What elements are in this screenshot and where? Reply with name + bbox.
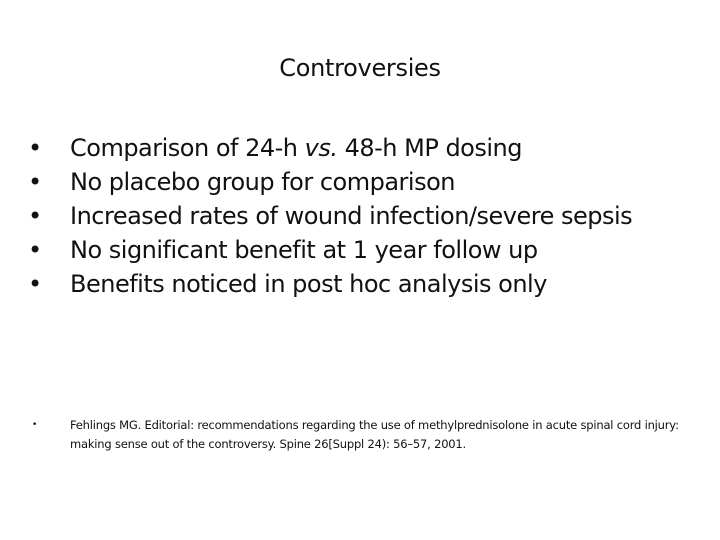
bullet-icon: •	[28, 168, 42, 196]
bullet-text-before: Comparison of 24-h	[70, 134, 305, 162]
bullet-item-post-hoc	[28, 267, 688, 301]
bullet-item-benefit	[28, 233, 688, 267]
bullet-icon: •	[28, 134, 42, 162]
reference-text: Fehlings MG. Editorial: recommendations regarding the use of methylprednisolone in acute spinal cord injury: making sense out of the controversy. Spine 26[Suppl 24): 56–57, 2001.	[70, 418, 679, 451]
reference-citation	[28, 416, 688, 454]
bullet-icon: •	[32, 420, 38, 430]
bullet-icon: •	[28, 202, 42, 230]
bullet-text: Benefits noticed in post hoc analysis only	[70, 270, 547, 298]
bullet-text: No significant benefit at 1 year follow up	[70, 236, 538, 264]
bullet-text: Increased rates of wound infection/severe sepsis	[70, 202, 633, 230]
bullet-text: No placebo group for comparison	[70, 168, 455, 196]
bullet-item-infection	[28, 199, 688, 233]
bullet-text-italic: vs.	[304, 134, 338, 162]
bullet-icon: •	[28, 270, 42, 298]
bullet-item-dosing	[28, 131, 688, 165]
bullet-list	[28, 131, 688, 301]
bullet-item-placebo	[28, 165, 688, 199]
bullet-text-after: 48-h MP dosing	[337, 134, 522, 162]
bullet-icon: •	[28, 236, 42, 264]
slide-title: Controversies	[279, 54, 441, 82]
